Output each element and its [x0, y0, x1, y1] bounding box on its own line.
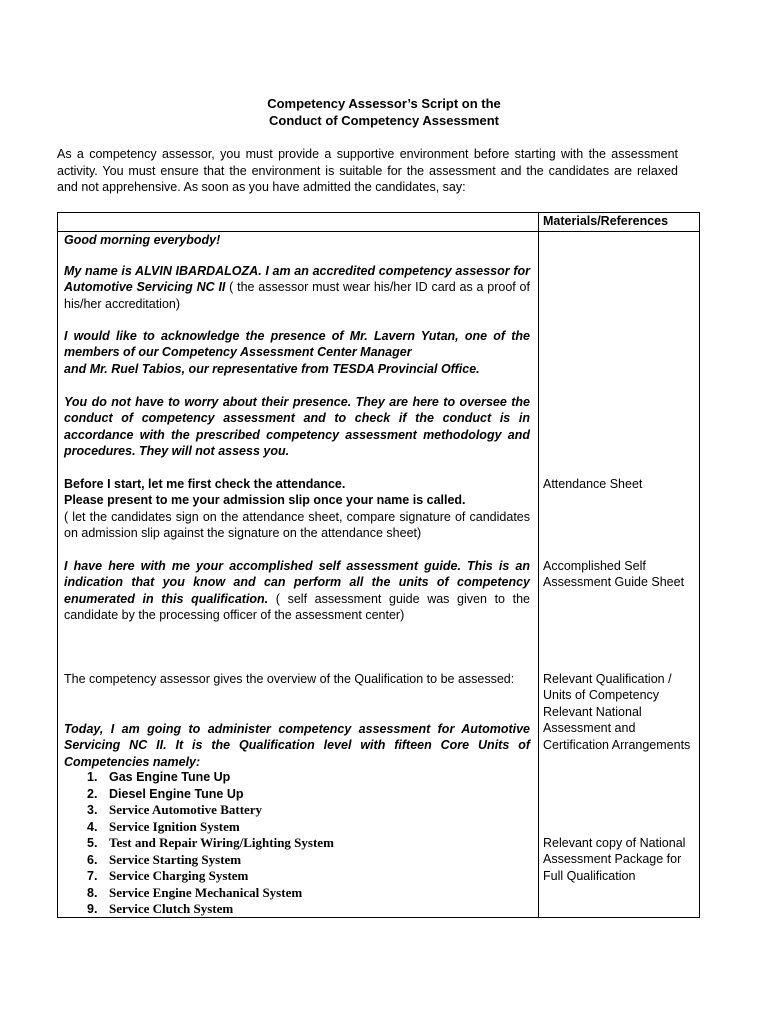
materials-references-header: Materials/References — [543, 214, 669, 228]
list-item: 6. Service Starting System — [87, 851, 242, 867]
list-item: 2. Diesel Engine Tune Up — [87, 786, 244, 801]
attendance-line-1: Before I start, let me first check the attendance. — [64, 477, 346, 491]
assessor-introduction — [64, 263, 530, 312]
self-assessment-block — [64, 558, 530, 624]
intro-paragraph: As a competency assessor, you must provide a supportive environment before starting with the assessment activity. You must ensure that the environment is suitable for the assessment and the candidates are relaxed and not apprehensive. As soon as you have admitted the candidates, say: — [57, 147, 678, 194]
list-item: 8. Service Engine Mechanical System — [87, 884, 303, 900]
list-item: 9. Service Clutch System — [87, 901, 234, 916]
acknowledge-line-1: I would like to acknowledge the presence of Mr. Lavern Yutan, one of the members of our Competency Assessment Center Manager — [64, 329, 530, 360]
core-units-list — [64, 769, 530, 918]
today-script: Today, I am going to administer competency assessment for Automotive Servicing NC II. It is the Qualification level with fifteen Core Units of Competencies namely: — [64, 722, 530, 769]
ref-qualification: Relevant Qualification / Units of Competency Relevant National Assessment and Certification Arrangements — [543, 672, 691, 752]
page-title: Competency Assessor’s Script on the — [267, 96, 501, 111]
ref-attendance-sheet: Attendance Sheet — [543, 477, 643, 491]
attendance-note: ( let the candidates sign on the attendance sheet, compare signature of candidates on admission slip against the signature on the attendance sheet) — [64, 509, 530, 541]
list-item: 5. Test and Repair Wiring/Lighting System — [87, 835, 334, 850]
list-item: 4. Service Ignition System — [87, 818, 240, 834]
ref-self-assessment-guide: Accomplished Self Assessment Guide Sheet — [543, 559, 685, 590]
assessor-introduction-note: ( the assessor must wear his/her ID card as a proof of his/her accreditation) — [64, 280, 530, 311]
ref-assessment-package: Relevant copy of National Assessment Package for Full Qualification — [543, 836, 686, 883]
list-item: 3. Service Automotive Battery — [87, 802, 263, 817]
column-divider — [538, 213, 539, 917]
overview-text: The competency assessor gives the overview of the Qualification to be assessed: — [64, 672, 515, 686]
worry-script: You do not have to worry about their presence. They are here to oversee the conduct of competency assessment and to check if the conduct is in accordance with the prescribed competency assessment methodology and procedures. They will not assess you. — [64, 395, 530, 459]
attendance-block — [64, 476, 530, 542]
greeting: Good morning everybody! — [64, 233, 221, 247]
acknowledge-line-2: and Mr. Ruel Tabios, our representative from TESDA Provincial Office. — [64, 361, 480, 376]
list-item: 1. Gas Engine Tune Up — [87, 770, 231, 784]
attendance-line-2: Please present to me your admission slip once your name is called. — [64, 493, 466, 508]
self-assessment-note: ( self assessment guide was given to the candidate by the processing officer of the assessment center) — [64, 591, 530, 623]
acknowledge-script — [64, 328, 530, 377]
script-table — [57, 212, 700, 918]
assessor-introduction-script: My name is ALVIN IBARDALOZA. I am an accredited competency assessor for Automotive Servicing NC II — [64, 264, 530, 295]
self-assessment-script: I have here with me your accomplished self assessment guide. This is an indication that you know and can perform all the units of competency enumerated in this qualification. — [64, 559, 530, 606]
page-subtitle: Conduct of Competency Assessment — [269, 113, 499, 128]
list-item: 7. Service Charging System — [87, 868, 249, 883]
